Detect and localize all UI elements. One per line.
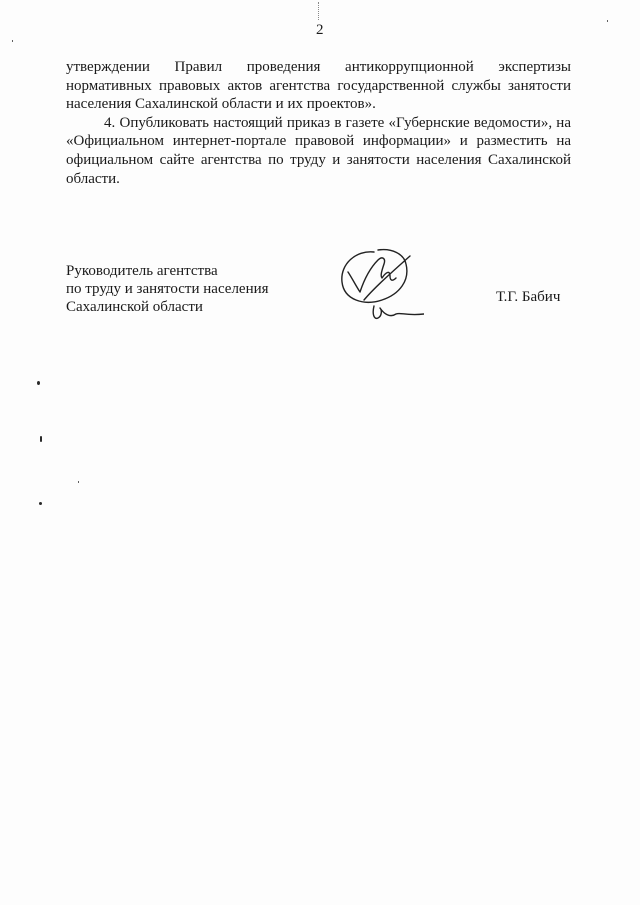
binding-mark bbox=[318, 2, 323, 20]
scan-speck bbox=[607, 20, 608, 22]
signatory-title bbox=[66, 262, 269, 317]
paragraph-continuation bbox=[66, 58, 571, 114]
paragraph-continuation-first-line: утверждении Правил проведения антикоррупционной экспертизы bbox=[66, 59, 571, 75]
scan-speck bbox=[40, 436, 42, 442]
body-text bbox=[66, 58, 571, 188]
page-number: 2 bbox=[316, 22, 324, 38]
signatory-title-line-2: по труду и занятости населения bbox=[66, 281, 269, 298]
signatory-title-line-1: Руководитель агентства bbox=[66, 263, 218, 279]
signatory-title-line-3: Сахалинской области bbox=[66, 299, 203, 316]
signatory-name: Т.Г. Бабич bbox=[496, 289, 561, 305]
scan-speck bbox=[37, 381, 40, 385]
scan-speck bbox=[78, 481, 79, 483]
paragraph-item-4: 4. Опубликовать настоящий приказ в газете «Губернские ведомости», на «Официальном интернет-портале правовой информации» и разместить на официальном сайте агентства по труду и занятости населения Сахалинской области. bbox=[66, 114, 571, 187]
scan-speck bbox=[12, 40, 13, 42]
paragraph-continuation-rest: нормативных правовых актов агентства государственной службы занятости населения Сахалинской области и их проектов». bbox=[66, 77, 571, 113]
scan-speck bbox=[39, 502, 42, 505]
signature-block bbox=[66, 262, 571, 332]
handwritten-signature bbox=[334, 244, 424, 326]
